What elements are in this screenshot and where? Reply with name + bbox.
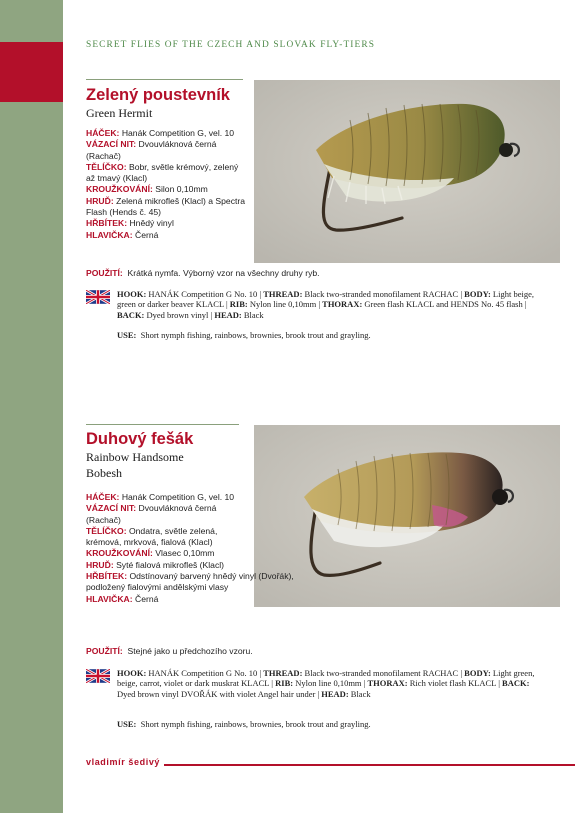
spec-label: TĚLÍČKO: [86, 525, 127, 536]
en-use-label: USE: [117, 719, 137, 729]
fly1-photo [254, 80, 560, 263]
en-label: HEAD: [321, 688, 349, 699]
en-label: HOOK: [117, 289, 147, 299]
uk-flag-icon [86, 669, 110, 683]
footer-rule [164, 764, 575, 766]
en-label: THORAX: [367, 678, 408, 689]
spec-value: Černá [135, 229, 159, 240]
fly2-title: Duhový fešák [86, 430, 194, 448]
spec-label: VÁZACÍ NIT: [86, 503, 137, 514]
spec-value: Zelená mikrofleš (Klacl) a Spectra Flash (Hends č. 45) [86, 195, 246, 218]
spec-value: Ondatra, světle zelená, krémová, mrkvová, fialová (Klacl) [86, 525, 218, 548]
fly1-spec-row [86, 218, 248, 229]
use-text: Stejné jako u předchozího vzoru. [127, 646, 253, 656]
spec-value: Bobr, světle krémový, zelený až tmavý (Klacl) [86, 161, 239, 184]
side-strip [0, 0, 63, 813]
en-value: Black [243, 309, 264, 320]
use-label: POUŽITÍ: [86, 646, 123, 656]
spec-value: Dvouvláknová černá (Rachač) [86, 139, 217, 161]
en-value: Black two-stranded monofilament RACHAC | [304, 668, 463, 678]
spec-label: KROUŽKOVÁNÍ: [86, 548, 153, 559]
en-label: HEAD: [214, 309, 242, 320]
spec-value: Hnědý vinyl [129, 218, 174, 229]
fly1-spec-row [86, 184, 248, 195]
running-head: SECRET FLIES OF THE CZECH AND SLOVAK FLY-TIERS [86, 40, 376, 50]
fly2-subtitle: Rainbow Handsome [86, 450, 184, 464]
fly2-english-use [117, 719, 371, 729]
en-value: Nylon line 0,10mm | [249, 299, 321, 310]
en-label: BACK: [502, 678, 530, 689]
en-value: HANÁK Competition G No. 10 | [148, 289, 262, 299]
spec-label: HLAVIČKA: [86, 593, 133, 604]
spec-label: HLAVIČKA: [86, 229, 133, 240]
en-value: Rich violet flash KLACL | [409, 678, 500, 689]
spec-value: Hanák Competition G, vel. 10 [121, 128, 235, 138]
spec-label: HÁČEK: [86, 492, 120, 502]
title-rule [86, 424, 239, 425]
spec-value: Hanák Competition G, vel. 10 [121, 492, 235, 502]
en-use-text: Short nymph fishing, rainbows, brownies, brook trout and grayling. [140, 719, 371, 729]
en-value: Black two-stranded monofilament RACHAC | [304, 289, 463, 299]
en-label: BACK: [117, 309, 145, 320]
en-label: RIB: [275, 678, 294, 689]
en-label: THORAX: [322, 299, 363, 310]
spec-label: VÁZACÍ NIT: [86, 139, 137, 150]
spec-value: Syté fialová mikrofleš (Klacl) [116, 559, 225, 570]
fly1-spec-list [86, 128, 248, 241]
fly1-spec-row [86, 230, 248, 241]
use-label: POUŽITÍ: [86, 268, 123, 278]
fly2-use [86, 646, 253, 657]
fly2-spec-row [86, 526, 251, 549]
spec-label: HRUĎ: [86, 195, 114, 206]
fly1-spec-row [86, 139, 248, 162]
spec-label: KROUŽKOVÁNÍ: [86, 184, 153, 195]
spec-value: Vlasec 0,10mm [155, 548, 215, 559]
fly1-spec-row [86, 196, 248, 219]
spec-label: HRUĎ: [86, 559, 114, 570]
fly2-spec-row [86, 492, 251, 503]
side-red-tab [0, 42, 63, 102]
fly2-spec-row [86, 548, 251, 559]
en-value: Green flash KLACL and HENDS No. 45 flash | [364, 299, 527, 310]
en-label: RIB: [229, 299, 248, 310]
fly1-subtitle: Green Hermit [86, 106, 153, 120]
en-label: BODY: [464, 668, 491, 678]
spec-label: HŘBÍTEK: [86, 571, 128, 582]
fly1-english-use [117, 330, 371, 340]
en-use-label: USE: [117, 330, 137, 340]
fly1-title: Zelený poustevník [86, 86, 230, 104]
fly2-subtitle-2: Bobesh [86, 466, 122, 480]
fly2-spec-list [86, 492, 294, 605]
author-name: vladimír šedivý [86, 757, 161, 767]
en-label: HOOK: [117, 668, 147, 678]
en-value: Dyed brown vinyl DVOŘÁK with violet Angel hair under | [117, 688, 320, 699]
fly2-spec-row [86, 503, 251, 526]
en-value: Dyed brown vinyl | [146, 309, 213, 320]
fly1-spec-row [86, 128, 248, 139]
spec-value: Odstínovaný barvený hnědý vinyl (Dvořák), podložený fialovými andělskými vlasy [86, 571, 294, 593]
fly1-spec-row [86, 162, 248, 185]
title-rule [86, 79, 243, 80]
en-label: THREAD: [263, 668, 303, 678]
en-value: Light green, beige, carrot, violet or dark muskrat KLACL | [117, 668, 535, 689]
fly1-use [86, 268, 320, 279]
fly2-english-recipe [117, 668, 535, 699]
en-value: Black [350, 688, 371, 699]
en-value: Light beige, green or darker beaver KLACL | [117, 289, 534, 310]
en-label: THREAD: [263, 289, 303, 299]
fly2-spec-row [86, 560, 251, 571]
use-text: Krátká nymfa. Výborný vzor na všechny druhy ryb. [127, 268, 320, 278]
en-value: HANÁK Competition G No. 10 | [148, 668, 262, 678]
spec-value: Silon 0,10mm [155, 184, 208, 195]
en-value: Nylon line 0,10mm | [295, 678, 366, 689]
fly2-spec-row [86, 594, 251, 605]
fly1-nymph-image [254, 80, 560, 263]
fly2-spec-row [86, 571, 301, 594]
spec-label: HÁČEK: [86, 128, 120, 138]
spec-label: HŘBÍTEK: [86, 218, 128, 229]
en-label: BODY: [464, 289, 491, 299]
fly1-english-recipe [117, 289, 535, 320]
spec-value: Dvouvláknová černá (Rachač) [86, 503, 217, 525]
uk-flag-icon [86, 290, 110, 304]
en-use-text: Short nymph fishing, rainbows, brownies, brook trout and grayling. [140, 330, 371, 340]
spec-label: TĚLÍČKO: [86, 161, 127, 172]
spec-value: Černá [135, 593, 159, 604]
